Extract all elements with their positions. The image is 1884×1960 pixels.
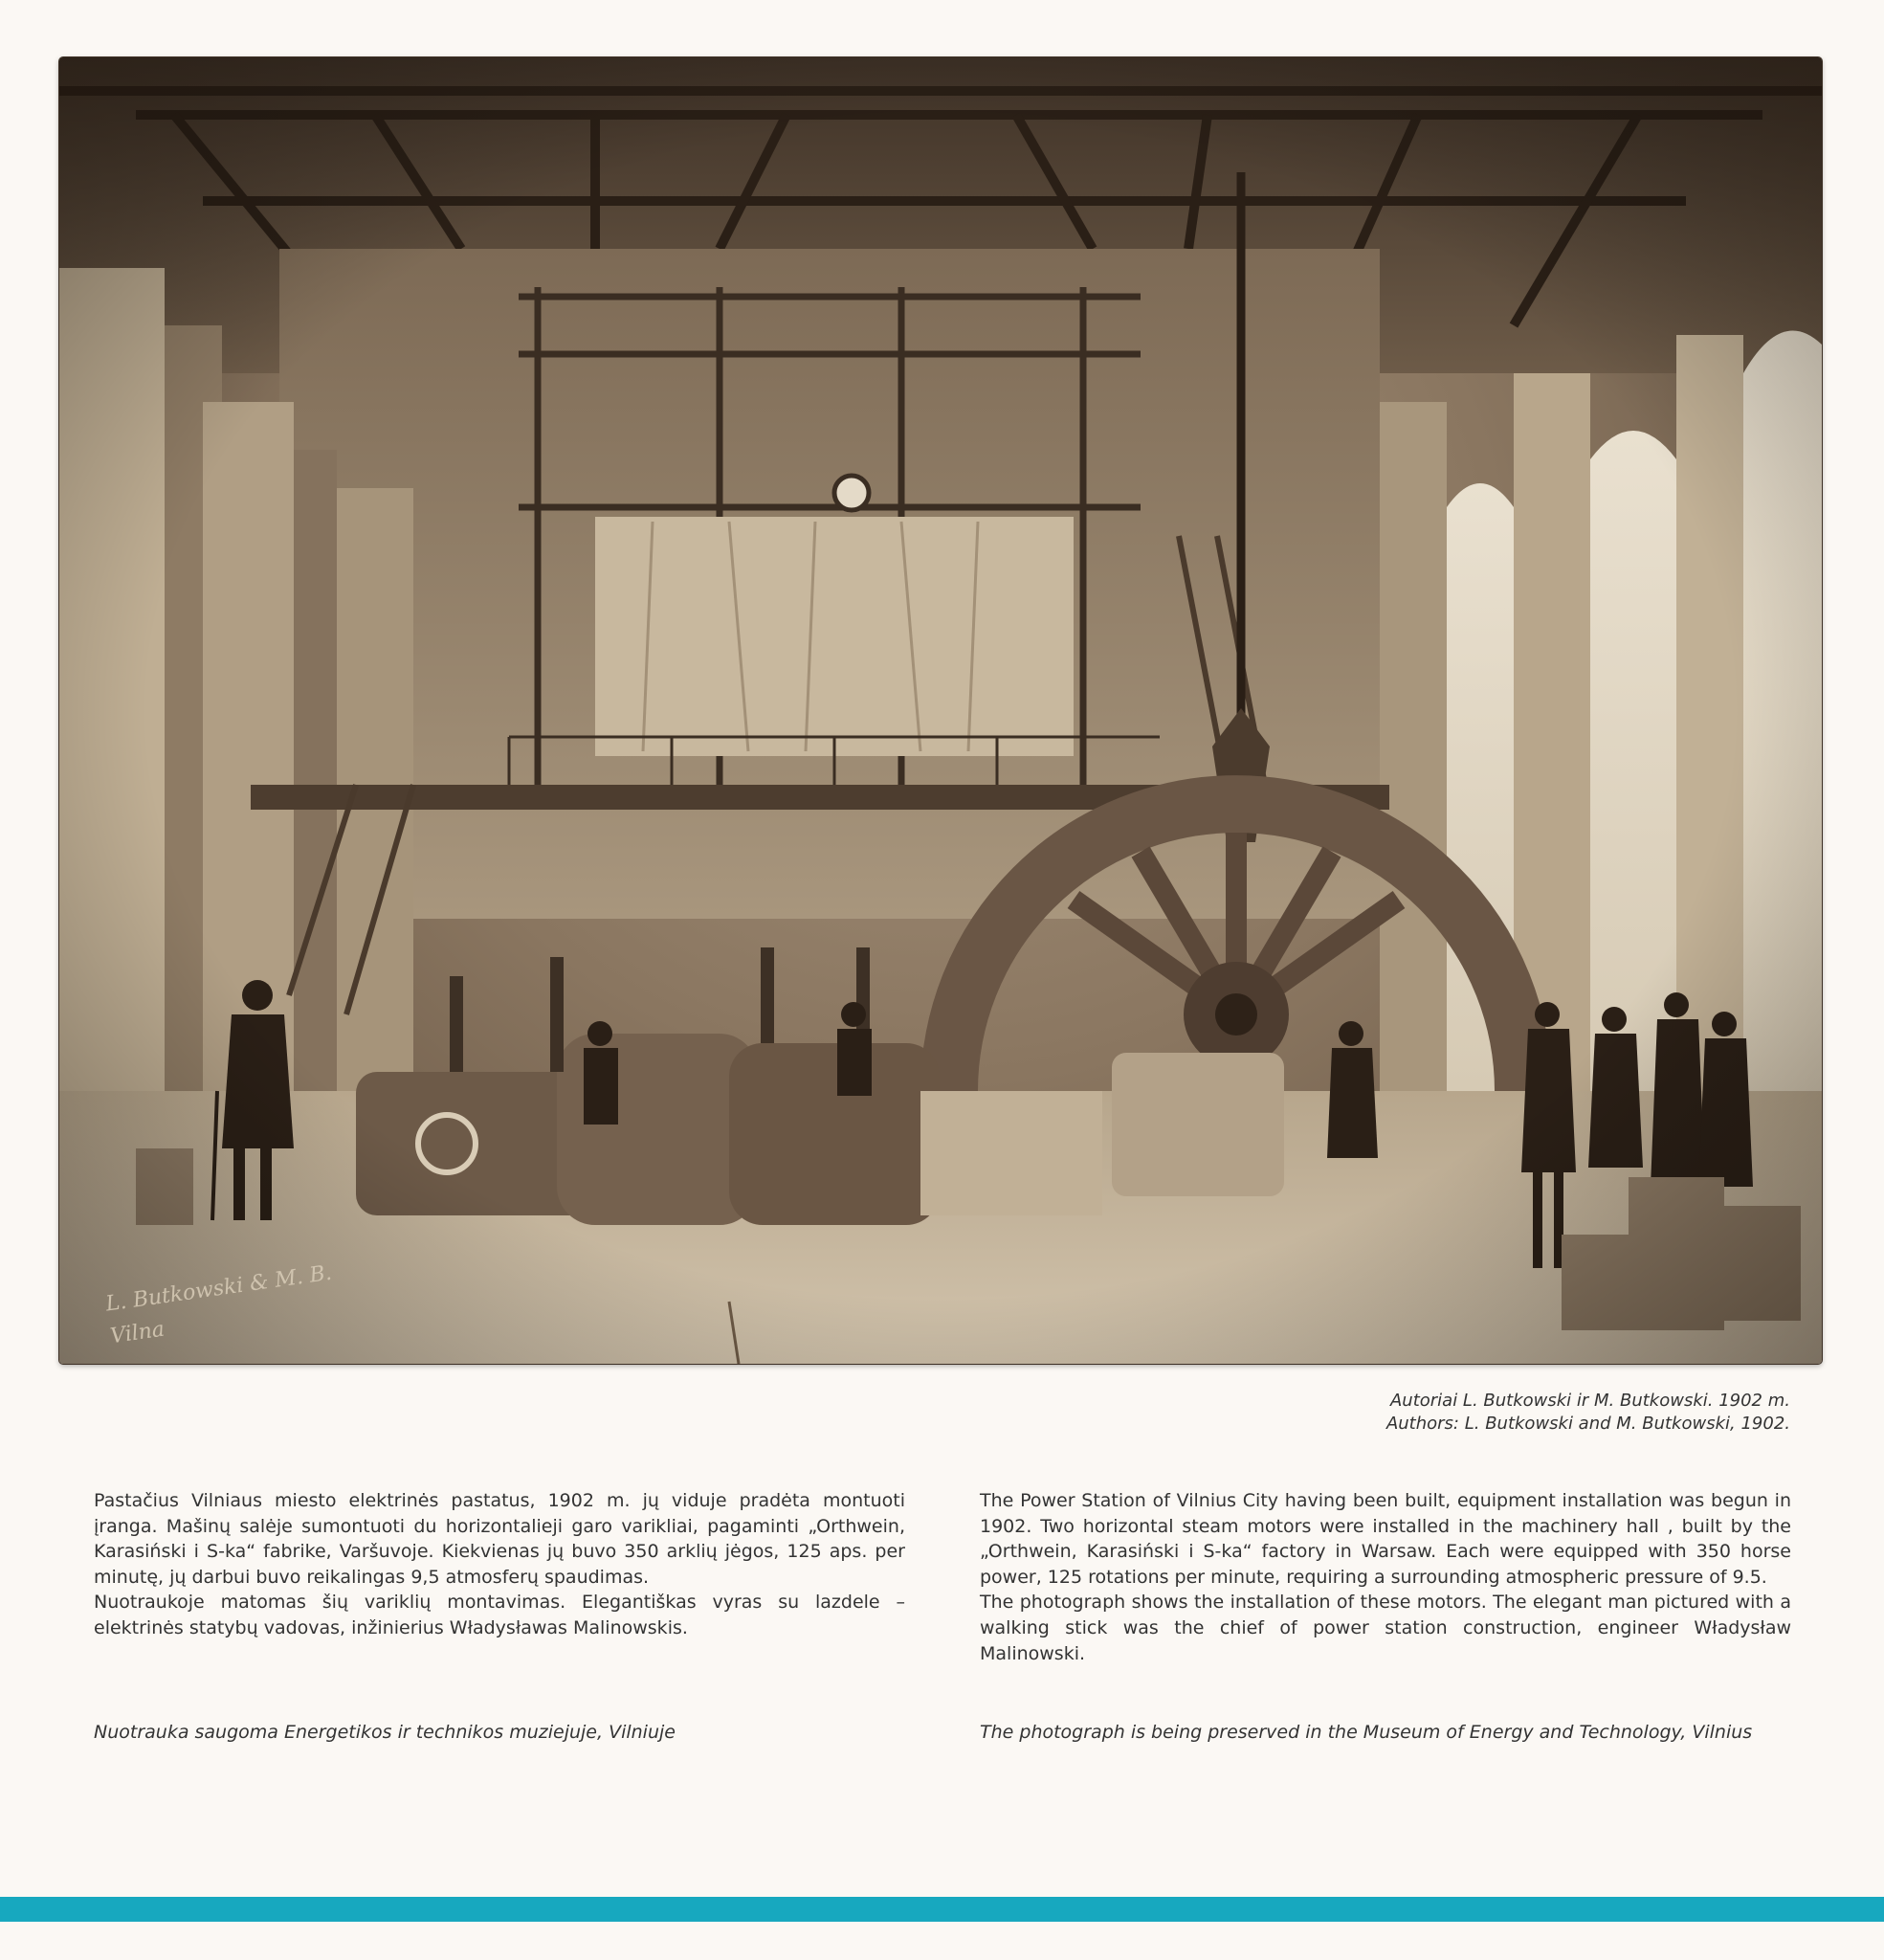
english-paragraph-1: The Power Station of Vilnius City having been built, equipment installation was begun in 1902. Two horizontal steam motors were installed in the machinery hall , built by the „Orthwein, Karasiński i S-ka“ factory in Warsaw. Each were equipped with 350 horse power, 125 rotations per minute, requiring a surrounding atmospheric pressure of 9.5.: [980, 1490, 1791, 1588]
historic-photograph: [59, 57, 1822, 1364]
english-paragraph-2: The photograph shows the installation of these motors. The elegant man pictured with a walking stick was the chief of power station construction, engineer Władysław Malinowski.: [980, 1592, 1791, 1664]
english-source-note: The photograph is being preserved in the Museum of Energy and Technology, Vilnius: [980, 1722, 1753, 1743]
signature-line-2: Vilna: [108, 1317, 166, 1349]
lithuanian-source-note: Nuotrauka saugoma Energetikos ir technikos muziejuje, Vilniuje: [94, 1722, 676, 1743]
signature-line-1: L. Butkowski & M. B.: [103, 1260, 334, 1317]
lithuanian-paragraph-1: Pastačius Vilniaus miesto elektrinės pastatus, 1902 m. jų viduje pradėta montuoti įranga. Mašinų salėje sumontuoti du horizontalieji garo varikliai, pagaminti „Orthwein, Karasiński i S-ka“ fabrike, Varšuvoje. Kiekvienas jų buvo 350 arklių jėgos, 125 aps. per minutę, jų darbui buvo reikalingas 9,5 atmosferų spaudimas.: [94, 1490, 905, 1588]
lithuanian-description: [94, 1488, 905, 1641]
photo-credit: [1386, 1390, 1790, 1436]
photograph-illustration: [59, 57, 1822, 1364]
accent-bar: [0, 1897, 1884, 1922]
english-description: [980, 1488, 1791, 1666]
credit-lithuanian: Autoriai L. Butkowski ir M. Butkowski. 1902 m.: [1389, 1391, 1790, 1411]
photo-vignette: [59, 57, 1822, 1364]
lithuanian-paragraph-2: Nuotraukoje matomas šių variklių montavimas. Elegantiškas vyras su lazdele – elektrinės statybų vadovas, inžinierius Władysławas Malinowskis.: [94, 1592, 905, 1638]
credit-english: Authors: L. Butkowski and M. Butkowski, 1902.: [1385, 1414, 1790, 1434]
